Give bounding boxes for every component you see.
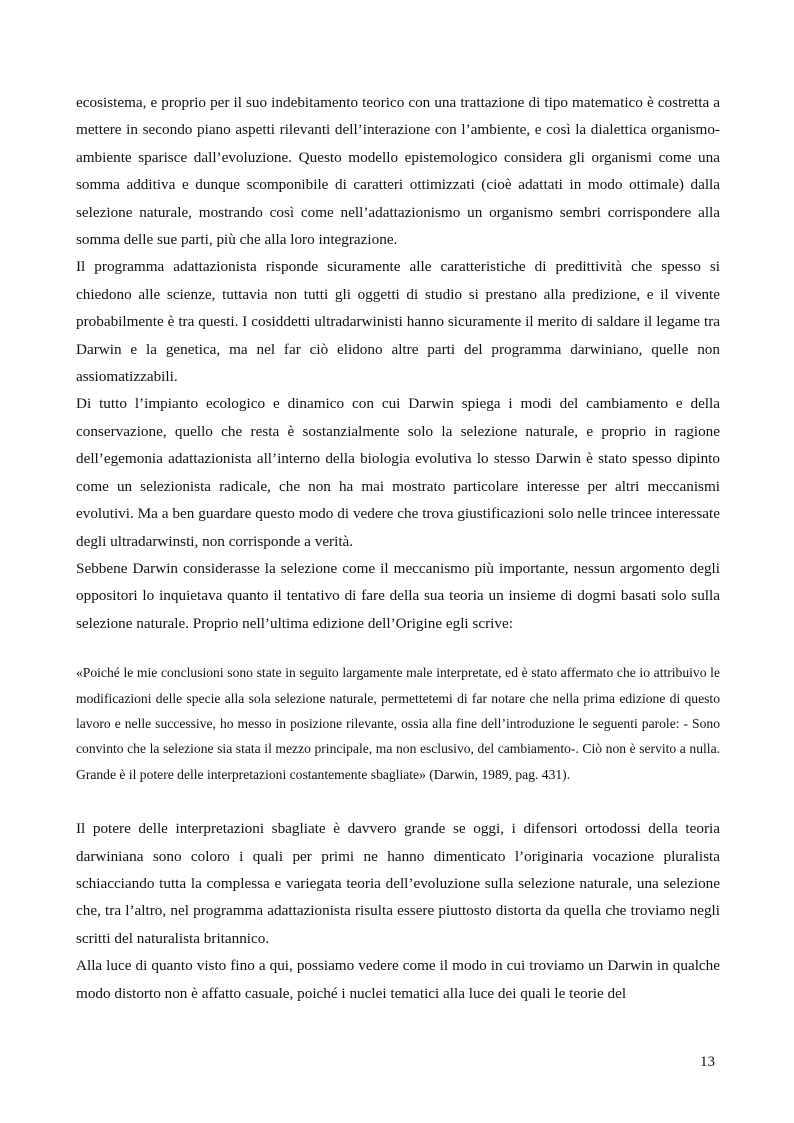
paragraph: ecosistema, e proprio per il suo indebitamento teorico con una trattazione di tipo matematico è costretta a mettere in secondo piano aspetti rilevanti dell’interazione con l’ambiente, e così la dialettica organismo-ambiente sparisce dall’evoluzione. Questo modello epistemologico considera gli organismi come una somma additiva e dunque scomponibile di caratteri ottimizzati (cioè adattati in modo ottimale) dalla selezione naturale, mostrando così come nell’adattazionismo un organismo sembri corrispondere alla somma delle sue parti, più che alla loro integrazione. xyxy=(76,94,720,249)
paragraph: Di tutto l’impianto ecologico e dinamico con cui Darwin spiega i modi del cambiamento e della conservazione, quello che resta è sostanzialmente solo la selezione naturale, e proprio in ragione dell’egemonia adattazionista all’interno della biologia evolutiva lo stesso Darwin è stato spesso dipinto come un selezionista radicale, che non ha mai mostrato particolare interesse per altri meccanismi evolutivi. Ma a ben guardare questo modo di vedere che trova giustificazioni solo nelle trincee interessate degli ultradarwinsti, non corrisponde a verità. xyxy=(76,395,720,550)
paragraph: Il potere delle interpretazioni sbagliate è davvero grande se oggi, i difensori ortodossi della teoria darwiniana sono coloro i quali per primi ne hanno dimenticato l’originaria vocazione pluralista schiacciando tutta la complessa e variegata teoria dell’evoluzione sulla selezione naturale, una selezione che, tra l’altro, nel programma adattazionista risulta essere piuttosto distorta da quella che troviamo negli scritti del naturalista britannico. xyxy=(76,820,720,947)
paragraph: Sebbene Darwin considerasse la selezione come il meccanismo più importante, nessun argomento degli oppositori lo inquietava quanto il tentativo di fare della sua teoria un insieme di dogmi basati solo sulla selezione naturale. Proprio nell’ultima edizione dell’Origine egli scrive: xyxy=(76,559,720,632)
page-body xyxy=(76,89,720,1007)
paragraph: Il programma adattazionista risponde sicuramente alle caratteristiche di predittività che spesso si chiedono alle scienze, tuttavia non tutti gli oggetti di studio si prestano alla predizione, e il vivente probabilmente è tra questi. I cosiddetti ultradarwinisti hanno sicuramente il merito di saldare il legame tra Darwin e la genetica, ma nel far ciò elidono altre parti del programma darwiniano, quelle non assiomatizzabili. xyxy=(76,258,720,386)
block-quote: «Poiché le mie conclusioni sono state in seguito largamente male interpretate, ed è stato affermato che io attribuivo le modificazioni delle specie alla sola selezione naturale, permettetemi di far notare che nella prima edizione di questo lavoro e nelle successive, ho messo in posizione rilevante, ossia alla fine dell’introduzione le seguenti parole: - Sono convinto che la selezione sia stata il mezzo principale, ma non esclusivo, del cambiamento-. Ciò non è servito a nulla. Grande è il potere delle interpretazioni costantemente sbagliate» (Darwin, 1989, pag. 431). xyxy=(76,665,720,782)
page-number: 13 xyxy=(700,1054,715,1070)
paragraph: Alla luce di quanto visto fino a qui, possiamo vedere come il modo in cui troviamo un Darwin in qualche modo distorto non è affatto casuale, poiché i nuclei tematici alla luce dei quali le teorie del xyxy=(76,957,720,1002)
